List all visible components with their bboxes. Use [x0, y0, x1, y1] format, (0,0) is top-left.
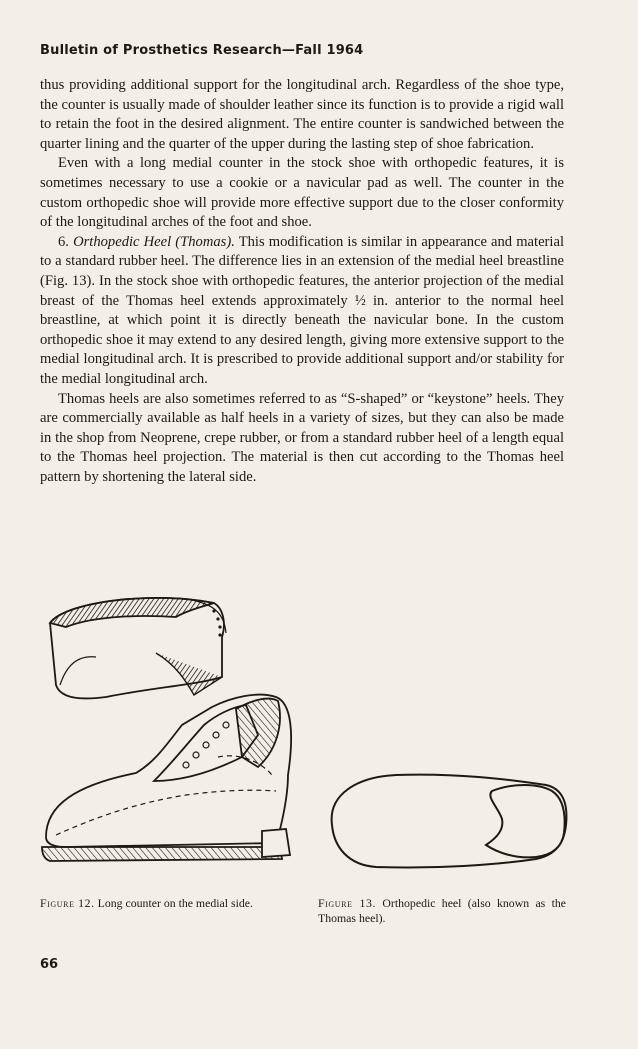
body-text [40, 76, 564, 487]
shoe-drawing [42, 695, 291, 861]
figure-caption-text: Orthopedic heel (also known as the Thomas heel). [318, 896, 567, 925]
figure-illustrations [36, 585, 606, 885]
counter-drawing [50, 598, 226, 699]
figure-area [36, 585, 606, 885]
running-header: Bulletin of Prosthetics Research—Fall 1964 [40, 43, 364, 58]
paragraph-2: Even with a long medial counter in the stock shoe with orthopedic features, it is sometimes necessary to use a cookie or a navicular pad as well. The counter in the custom orthopedic shoe will provide more effective support due to the closer conformity of the longitudinal arches of the foot and shoe. [40, 155, 564, 231]
paragraph-1: thus providing additional support for the longitudinal arch. Regardless of the shoe type, the counter is usually made of shoulder leather since its function is to provide a rigid wall to retain the foot in the desired alignment. The entire counter is sandwiched between the quarter lining and the quarter of the upper during the lasting step of shoe fabrication. [40, 77, 564, 152]
paragraph-3 [40, 233, 564, 390]
item-number: 6. [58, 233, 69, 250]
page-number: 66 [40, 957, 59, 972]
figure-12-caption [40, 896, 288, 911]
figure-label: Figure 13. [318, 896, 377, 910]
item-text: This modification is similar in appearance and material to a standard rubber heel. The difference lies in an extension of the medial heel breastline (Fig. 13). In the stock shoe with orthopedic features, the anterior projection of the medial breast of the Thomas heel extends approximately ½ in. anterior to the normal heel breastline, at which point it is directly beneath the navicular bone. In the custom orthopedic shoe it may extend to any desired length, giving more extensive support to the medial longitudinal arch. It is prescribed to provide additional support and/or stability for the medial longitudinal arch. [40, 233, 565, 387]
figure-label: Figure 12. [40, 896, 95, 910]
thomas-heel-drawing [332, 775, 567, 868]
paragraph-4: Thomas heels are also sometimes referred to as “S-shaped” or “keystone” heels. They are commercially available as half heels in a variety of sizes, but they can also be made in the shop from Neoprene, crepe rubber, or from a standard rubber heel of a length equal to the Thomas heel projection. The material is then cut according to the Thomas heel pattern by shortening the lateral side. [40, 390, 564, 485]
figure-caption-text: Long counter on the medial side. [97, 896, 253, 910]
item-title: Orthopedic Heel (Thomas). [73, 233, 235, 250]
figure-13-caption [318, 896, 566, 926]
